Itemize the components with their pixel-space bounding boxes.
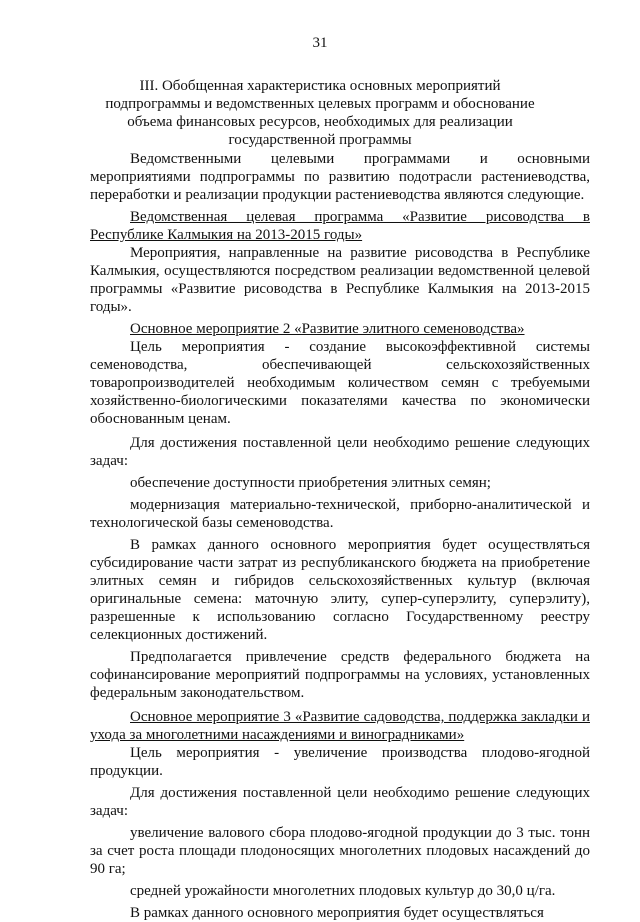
paragraph: В рамках данного основного мероприятия будет осуществляться субсидирование части затрат из республиканского бюджета на приобретение элитных семян и гибридов сельскохозяйственных культур (включая оригинальные семена: маточную элиту, супер-суперэлиту, суперэлиту), разрешенные к использованию согласно Государственному реестру селекционных достижений. — [90, 537, 590, 643]
body-text — [90, 150, 590, 922]
paragraph: модернизация материально-технической, приборно-аналитической и технологической базы семеноводства. — [90, 497, 590, 531]
page-number: 31 — [312, 35, 328, 51]
paragraph: Ведомственными целевыми программами и основными мероприятиями подпрограммы по развитию подотрасли растениеводства, переработки и реализации продукции растениеводства являются следующие. — [90, 151, 590, 203]
paragraph-heading: Основное мероприятие 2 «Развитие элитного семеноводства» — [130, 321, 525, 337]
paragraph: Для достижения поставленной цели необходимо решение следующих задач: — [90, 435, 590, 469]
paragraph: увеличение валового сбора плодово-ягодной продукции до 3 тыс. тонн за счет роста площади плодоносящих многолетних плодовых насаждений до 90 га; — [90, 825, 590, 877]
paragraph: В рамках данного основного мероприятия будет осуществляться — [130, 905, 544, 921]
paragraph: Предполагается привлечение средств федерального бюджета на софинансирование мероприятий подпрограммы на условиях, установленных федеральным законодательством. — [90, 649, 590, 701]
paragraph: Цель мероприятия - создание высокоэффективной системы семеноводства, обеспечивающей сельскохозяйственных товаропроизводителей необходимым количеством семян с требуемыми хозяйственно-биологическими показателями качества по экономически обоснованным ценам. — [90, 339, 590, 427]
paragraph-heading: Ведомственная целевая программа «Развитие рисоводства в Республике Калмыкия на 2013-2015 годы» — [90, 209, 590, 243]
paragraph-heading: Основное мероприятие 3 «Развитие садоводства, поддержка закладки и ухода за многолетними насаждениями и виноградниками» — [90, 709, 590, 743]
paragraph: Цель мероприятия - увеличение производства плодово-ягодной продукции. — [90, 745, 590, 779]
paragraph: Для достижения поставленной цели необходимо решение следующих задач: — [90, 785, 590, 819]
paragraph: обеспечение доступности приобретения элитных семян; — [130, 475, 491, 491]
paragraph: средней урожайности многолетних плодовых культур до 30,0 ц/га. — [130, 883, 556, 899]
section-heading: III. Обобщенная характеристика основных мероприятий подпрограммы и ведомственных целевых программ и обоснование объема финансовых ресурсов, необходимых для реализации государственной программы — [105, 78, 535, 148]
paragraph: Мероприятия, направленные на развитие рисоводства в Республике Калмыкия, осуществляются посредством реализации ведомственной целевой программы «Развитие рисоводства в Республике Калмыкия на 2013-2015 годы». — [90, 245, 590, 315]
